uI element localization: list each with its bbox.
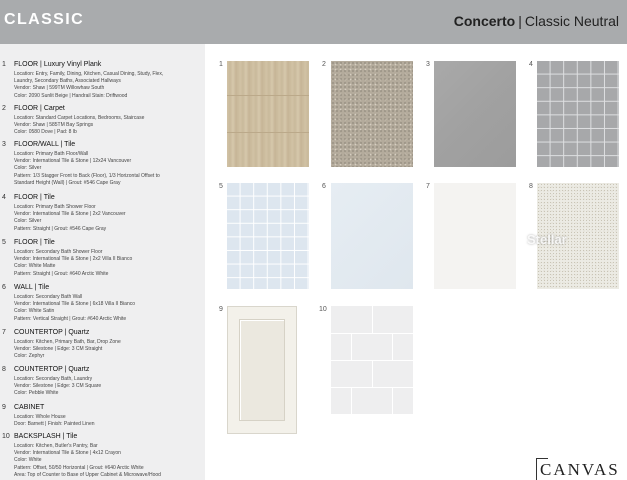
logo-text: CANVAS	[540, 460, 620, 479]
spec-detail-line: Color: Zephyr	[14, 353, 45, 360]
spec-detail-line: Location: Primary Bath Shower Floor	[14, 204, 96, 210]
spec-detail-line: Pattern: Straight | Grout: #546 Cape Gray	[14, 225, 107, 232]
swatch-label: 2	[322, 61, 326, 68]
spec-detail-line: Color: 0580 Dove | Pad: 8 lb	[14, 129, 77, 136]
swatch-label: 7	[426, 183, 430, 190]
spec-number: 2	[2, 105, 6, 112]
collection-title	[454, 13, 619, 29]
swatch-label: 8	[529, 183, 533, 190]
spec-detail-line: Location: Whole House	[14, 414, 66, 420]
swatch-label: 9	[219, 306, 223, 313]
spec-detail-line: Color: Pebble White	[14, 390, 59, 397]
swatch-cabinet-door	[227, 306, 297, 434]
spec-number: 5	[2, 239, 6, 246]
spec-detail-line: Vendor: International Tile & Stone | 2x2 Vancouver	[14, 211, 126, 218]
spec-title: FLOOR | Tile	[14, 194, 55, 201]
spec-detail-line: Standard Height (Wall) | Grout: #546 Cape Gray	[14, 179, 121, 186]
spec-title: COUNTERTOP | Quartz	[14, 329, 90, 336]
spec-detail-line: Vendor: Shaw | 599TM Willowhaw South	[14, 85, 105, 92]
spec-detail-line: Color: 2090 Sunlit Beige | Handrail Stain: Driftwood	[14, 92, 128, 99]
spec-detail-line: Pattern: Straight | Grout: #640 Arctic White	[14, 270, 109, 277]
spec-detail-line: Vendor: International Tile & Stone | 6x18 Villa II Bianco	[14, 301, 136, 308]
spec-detail-line: Color: White Satin	[14, 308, 55, 315]
spec-title: COUNTERTOP | Quartz	[14, 366, 90, 373]
spec-title: WALL | Tile	[14, 284, 50, 291]
spec-title: BACKSPLASH | Tile	[14, 433, 78, 440]
spec-detail-line: Location: Secondary Bath, Laundry	[14, 376, 93, 382]
spec-detail-line: Pattern: 1/3 Stagger Front to Back (Floor), 1/3 Horizontal Offset to	[14, 172, 160, 179]
swatch-subway-tile	[331, 306, 413, 414]
swatch-mosaic-tile-white	[227, 183, 309, 289]
spec-detail-line: Vendor: Silestone | Edge: 3 CM Straight	[14, 346, 103, 353]
swatch-label: 5	[219, 183, 223, 190]
spec-title: FLOOR | Luxury Vinyl Plank	[14, 61, 102, 68]
swatch-wood-plank	[227, 61, 309, 167]
spec-detail-line: Location: Primary Bath Floor/Wall	[14, 151, 89, 157]
spec-detail-line: Laundry, Secondary Baths, Associated Hallways	[14, 78, 121, 85]
spec-detail-line: Location: Secondary Bath Shower Floor	[14, 249, 103, 255]
brand-title: CLASSIC	[4, 11, 85, 28]
spec-number: 10	[2, 433, 10, 440]
swatch-label: 6	[322, 183, 326, 190]
header-bar	[0, 0, 627, 44]
spec-number: 8	[2, 366, 6, 373]
collection-scheme: Classic Neutral	[524, 13, 619, 29]
swatch-carpet	[331, 61, 413, 167]
swatch-label: 10	[319, 306, 327, 313]
swatch-wall-tile	[331, 183, 413, 289]
spec-detail-line: Color: Silver	[14, 218, 42, 225]
spec-detail-line: Pattern: Offset, 50/50 Horizontal | Grout: #640 Arctic White	[14, 464, 144, 471]
swatch-stone-tile	[434, 61, 516, 167]
swatch-mosaic-tile-gray	[537, 61, 619, 167]
spec-number: 9	[2, 404, 6, 411]
collection-name: Concerto	[453, 13, 516, 29]
spec-detail-line: Pattern: Vertical Straight | Grout: #640 Arctic White	[14, 315, 127, 322]
swatch-label: 3	[426, 61, 430, 68]
spec-title: FLOOR/WALL | Tile	[14, 141, 76, 148]
swatch-quartz-zephyr	[434, 183, 516, 289]
spec-detail-line: Vendor: International Tile & Stone | 12x24 Vancouver	[14, 158, 132, 165]
spec-detail-line: Vendor: Shaw | 585TM Bay Springs	[14, 122, 94, 129]
spec-number: 3	[2, 141, 6, 148]
watermark: Stellar	[527, 232, 567, 247]
cabinet-door-panel	[239, 319, 285, 421]
spec-detail-line: Color: White Matte	[14, 263, 56, 270]
spec-number: 4	[2, 194, 6, 201]
spec-detail-line: Vendor: Silestone | Edge: 3 CM Square	[14, 383, 102, 390]
spec-detail-line: Area: Top of Counter to Base of Upper Cabinet & Microwave/Hood	[14, 471, 161, 478]
spec-detail-line: Color: White	[14, 457, 42, 464]
canvas-logo	[536, 458, 627, 480]
collection-separator: |	[518, 13, 522, 29]
spec-number: 1	[2, 61, 6, 68]
spec-detail-line: Location: Secondary Bath Wall	[14, 294, 83, 300]
spec-detail-line: Door: Barnett | Finish: Painted Linen	[14, 421, 95, 428]
spec-detail-line: Location: Kitchen, Primary Bath, Bar, Drop Zone	[14, 339, 121, 345]
material-swatch-grid	[205, 44, 627, 480]
spec-detail-line: Vendor: International Tile & Stone | 2x2 Villa II Bianco	[14, 256, 133, 263]
swatch-label: 4	[529, 61, 533, 68]
swatch-label: 1	[219, 61, 223, 68]
spec-list-panel	[0, 44, 205, 480]
spec-detail-line: Color: Silver	[14, 165, 42, 172]
spec-detail-line: Vendor: International Tile & Stone | 4x12 Crayon	[14, 450, 121, 457]
spec-title: FLOOR | Carpet	[14, 105, 65, 112]
spec-detail-line: Location: Kitchen, Butler's Pantry, Bar	[14, 443, 98, 449]
spec-detail-line: Location: Standard Carpet Locations, Bedrooms, Staircase	[14, 115, 145, 121]
spec-number: 7	[2, 329, 6, 336]
spec-number: 6	[2, 284, 6, 291]
spec-title: FLOOR | Tile	[14, 239, 55, 246]
spec-detail-line: Location: Entry, Family, Dining, Kitchen, Casual Dining, Study, Flex,	[14, 71, 164, 77]
spec-title: CABINET	[14, 404, 45, 411]
